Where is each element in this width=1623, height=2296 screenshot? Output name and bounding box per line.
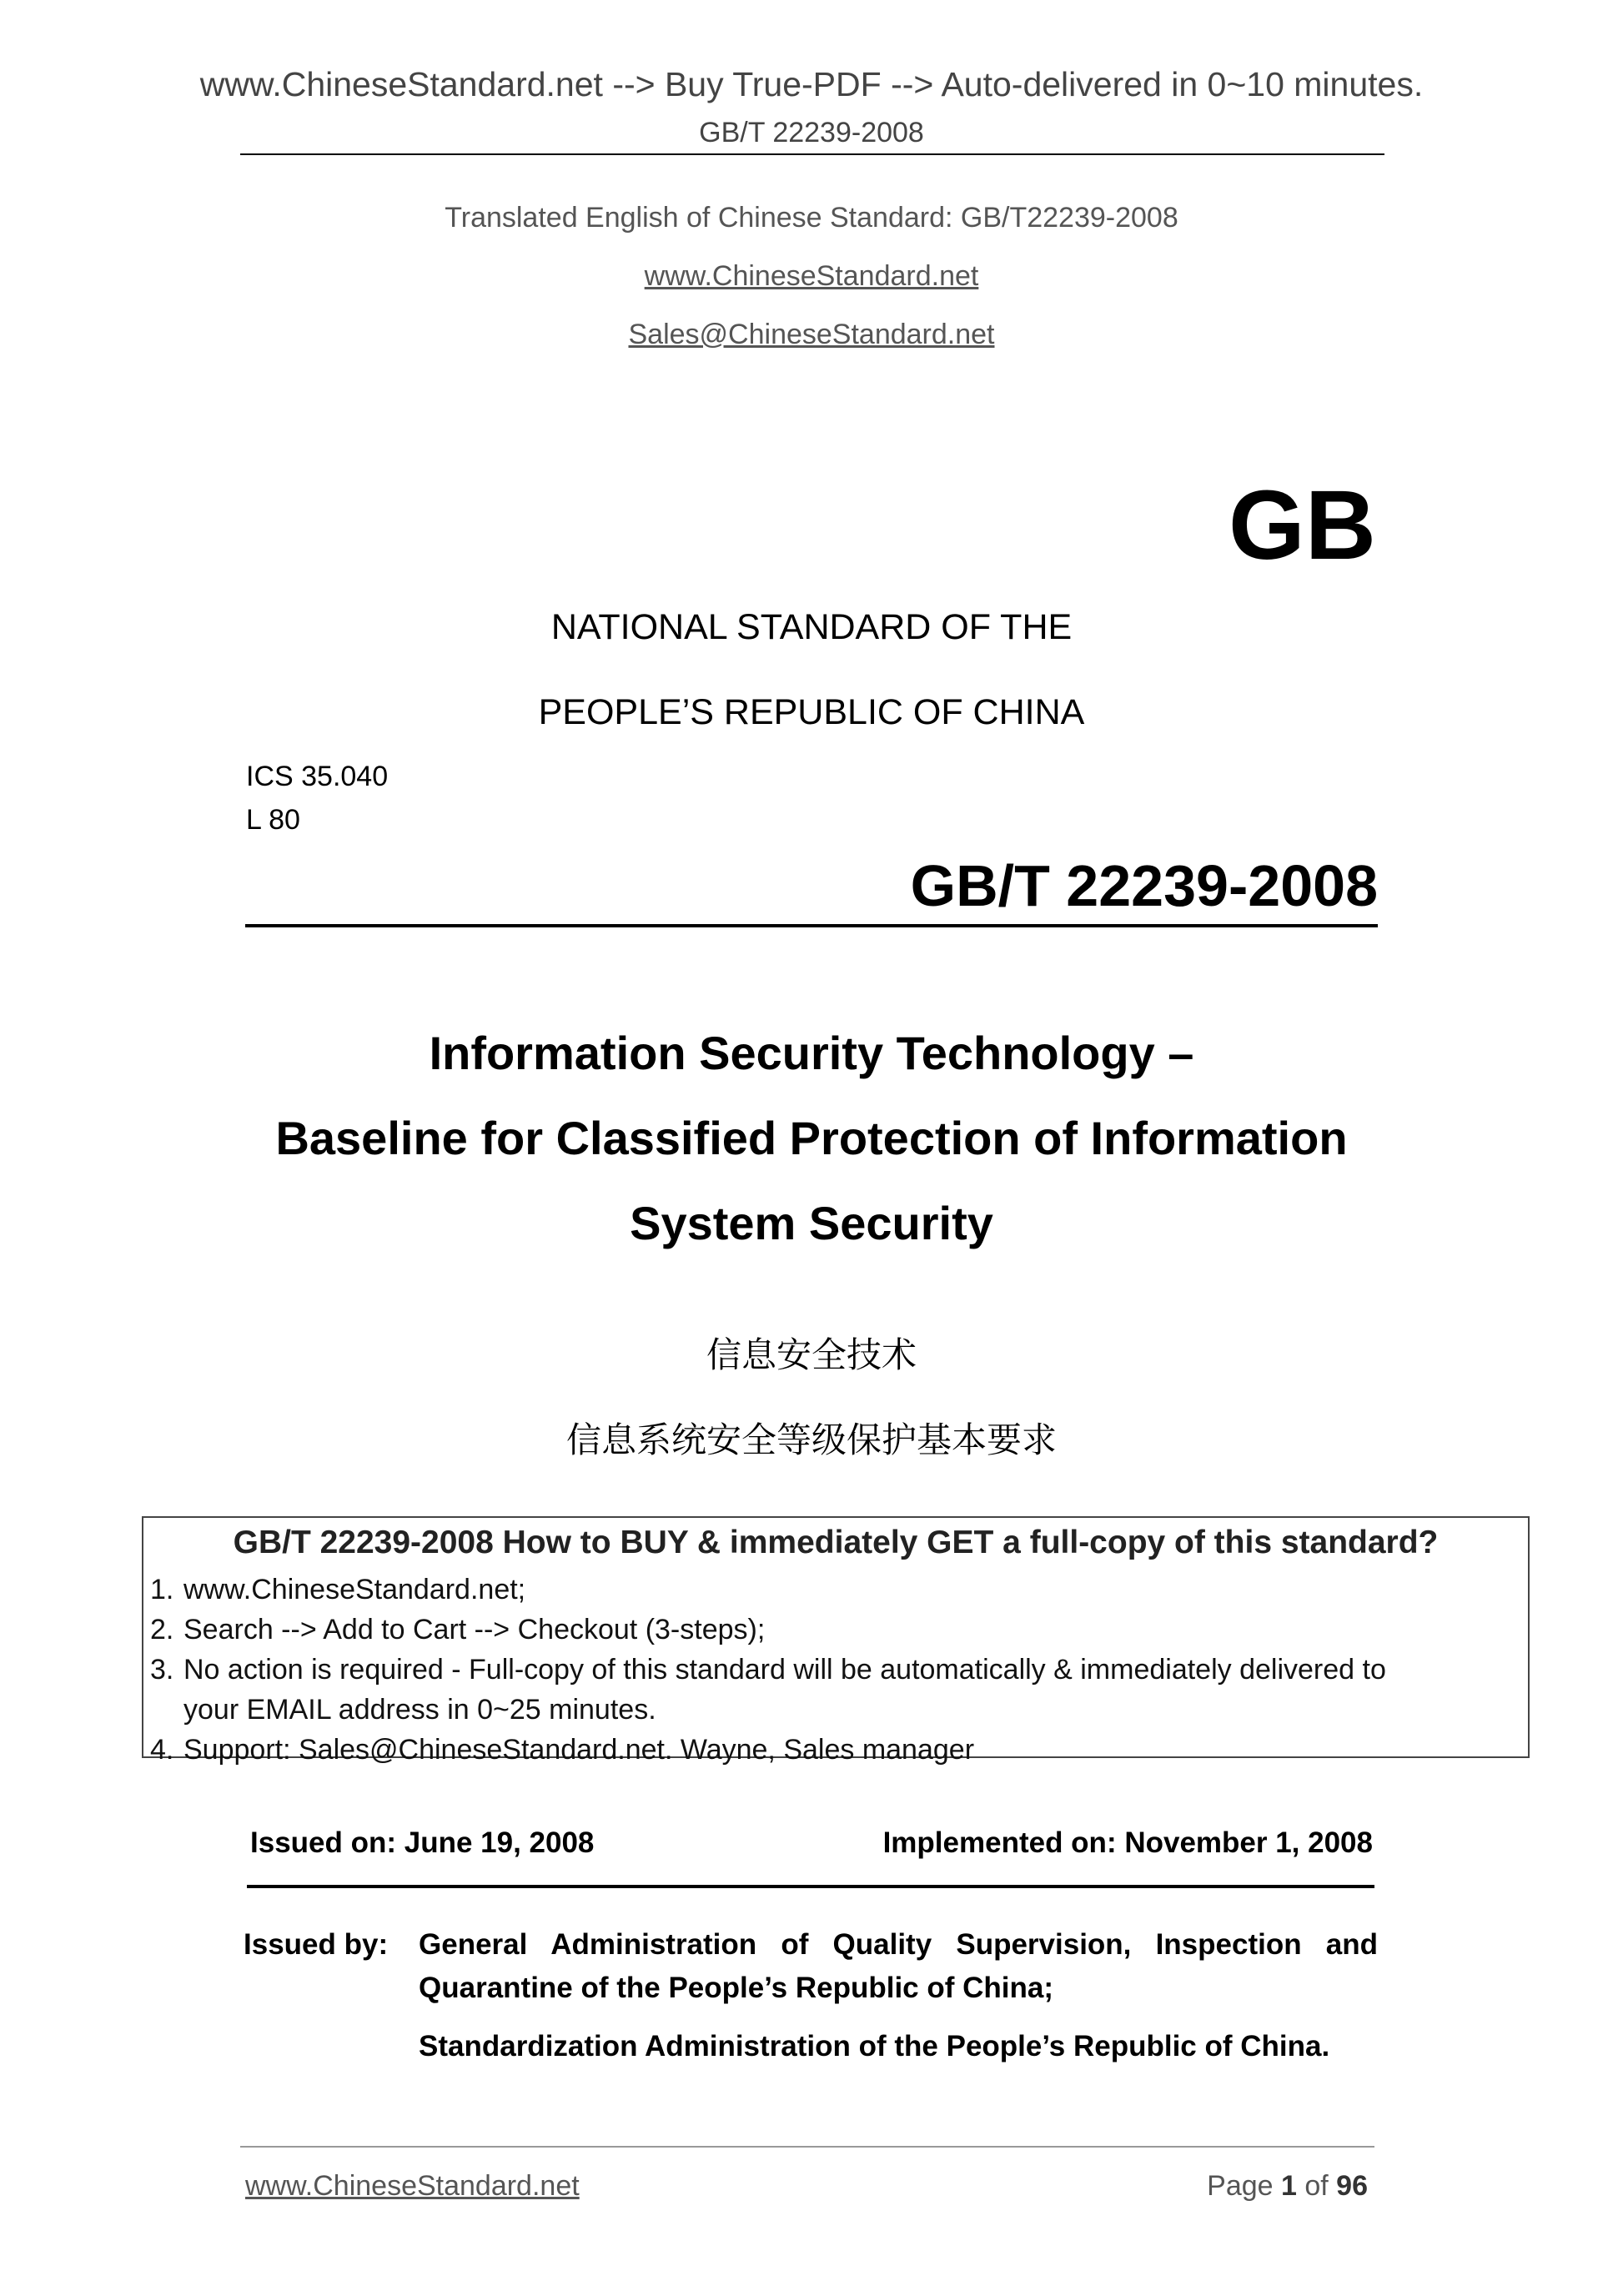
issuer-line-2: Standardization Administration of the People’s Republic of China.: [419, 2030, 1330, 2062]
issued-date: Issued on: June 19, 2008: [250, 1826, 595, 1859]
site-link-wrap: [0, 260, 1623, 293]
list-item: [150, 1570, 1386, 1610]
list-item-text: www.ChineseStandard.net;: [183, 1574, 526, 1605]
list-item: [150, 1610, 1386, 1650]
list-item-number: 1.: [150, 1574, 174, 1605]
page-number: 1: [1281, 2170, 1297, 2202]
page-prefix: Page: [1207, 2170, 1281, 2202]
chinese-title-2: 信息系统安全等级保护基本要求: [565, 1419, 1057, 1460]
issuer-line-1: General Administration of Quality Supervision, Inspection and: [419, 1928, 1378, 1961]
translated-note: Translated English of Chinese Standard: GB/T22239-2008: [445, 202, 1178, 234]
gb-mark: GB: [1229, 470, 1376, 580]
code-divider: [245, 924, 1378, 927]
list-item-number: 3.: [150, 1654, 174, 1686]
dates-divider: [247, 1885, 1374, 1888]
list-item-text: your EMAIL address in 0~25 minutes.: [183, 1694, 656, 1726]
page-of: of: [1296, 2170, 1337, 2202]
list-item-continuation: [150, 1690, 1386, 1730]
list-item: [150, 1730, 1386, 1770]
implemented-date: Implemented on: November 1, 2008: [882, 1826, 1373, 1859]
page-total: 96: [1336, 2170, 1368, 2202]
buy-instructions-box: [142, 1516, 1530, 1766]
sales-email-link[interactable]: Sales@ChineseStandard.net: [628, 319, 995, 350]
title-line-2: Baseline for Classified Protection of Information: [275, 1112, 1348, 1164]
issued-by-label: Issued by:: [244, 1928, 389, 1961]
ics-code: ICS 35.040: [246, 761, 389, 792]
site-link[interactable]: www.ChineseStandard.net: [644, 260, 979, 292]
chinese-title-1: 信息安全技术: [706, 1334, 917, 1375]
list-item: [150, 1650, 1386, 1690]
mail-link-wrap: [0, 319, 1623, 351]
national-standard-line-1: NATIONAL STANDARD OF THE: [550, 607, 1073, 647]
header-divider: [240, 153, 1384, 155]
issuer-line-1-continued: Quarantine of the People’s Republic of China;: [419, 1972, 1053, 2004]
footer-site-link[interactable]: www.ChineseStandard.net: [245, 2170, 580, 2202]
list-item-text: Support: Sales@ChineseStandard.net. Wayne, Sales manager: [183, 1734, 975, 1766]
list-item-number: 2.: [150, 1614, 174, 1645]
title-line-3: System Security: [630, 1197, 993, 1249]
l-code: L 80: [246, 804, 300, 836]
top-banner: www.ChineseStandard.net --> Buy True-PDF --> Auto-delivered in 0~10 minutes.: [199, 65, 1424, 103]
list-item-number: [150, 1690, 183, 1730]
title-line-1: Information Security Technology –: [429, 1027, 1194, 1079]
footer-divider: [240, 2146, 1374, 2148]
page-indicator: [1207, 2170, 1368, 2203]
buy-box-title: GB/T 22239-2008 How to BUY & immediately GET a full-copy of this standard?: [233, 1525, 1439, 1560]
national-standard-line-2: PEOPLE’S REPUBLIC OF CHINA: [538, 692, 1085, 732]
list-item-text: No action is required - Full-copy of this standard will be automatically & immediately delivered to: [183, 1654, 1386, 1686]
standard-code: GB/T 22239-2008: [910, 853, 1378, 918]
header-standard-code: GB/T 22239-2008: [699, 117, 924, 148]
list-item-text: Search --> Add to Cart --> Checkout (3-steps);: [183, 1614, 766, 1645]
buy-steps-list: [150, 1570, 1386, 1770]
list-item-number: 4.: [150, 1734, 174, 1766]
